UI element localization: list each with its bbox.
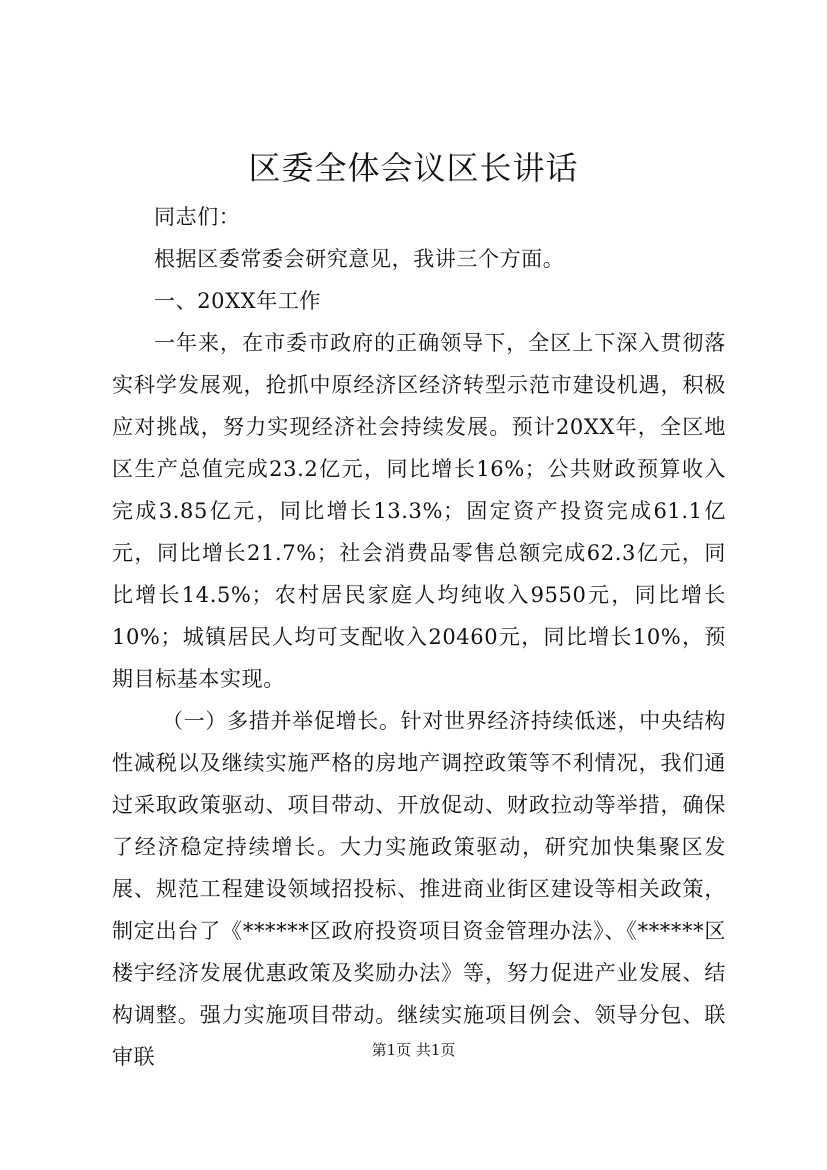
salutation: 同志们： [154, 205, 241, 229]
intro-paragraph: 根据区委常委会研究意见，我讲三个方面。 [154, 247, 565, 271]
page-footer: 第1页 共1页 [371, 1041, 456, 1059]
body-paragraph: （一）多措并举促增长。针对世界经济持续低迷，中央结构性减税以及继续实施严格的房地产调控政策等不利情况，我们通过采取政策驱动、项目带动、开放促动、财政拉动等举措，确保了经济稳定持续增长。大力实施政策驱动，研究加快集聚区发展、规范工程建设领域招投标、推进商业街区建设等相关政策，制定出台了《******区政府投资项目资金管理办法》、《******区楼宇经济发展优惠政策及奖励办法》等，努力促进产业发展、结构调整。强力实施项目带动。继续实施项目例会、领导分包、联审联 [112, 709, 726, 1069]
document-title: 区委全体会议区长讲话 [248, 149, 579, 187]
document-body [112, 196, 726, 1078]
section-heading: 一、20XX年工作 [154, 289, 322, 313]
body-paragraph: 一年来，在市委市政府的正确领导下，全区上下深入贯彻落实科学发展观，抢抓中原经济区经济转型示范市建设机遇，积极应对挑战，努力实现经济社会持续发展。预计20XX年，全区地区生产总值完成23.2亿元，同比增长16%；公共财政预算收入完成3.85亿元，同比增长13.3%；固定资产投资完成61.1亿元，同比增长21.7%；社会消费品零售总额完成62.3亿元，同比增长14.5%；农村居民家庭人均纯收入9550元，同比增长10%；城镇居民人均可支配收入20460元，同比增长10%，预期目标基本实现。 [112, 331, 726, 691]
